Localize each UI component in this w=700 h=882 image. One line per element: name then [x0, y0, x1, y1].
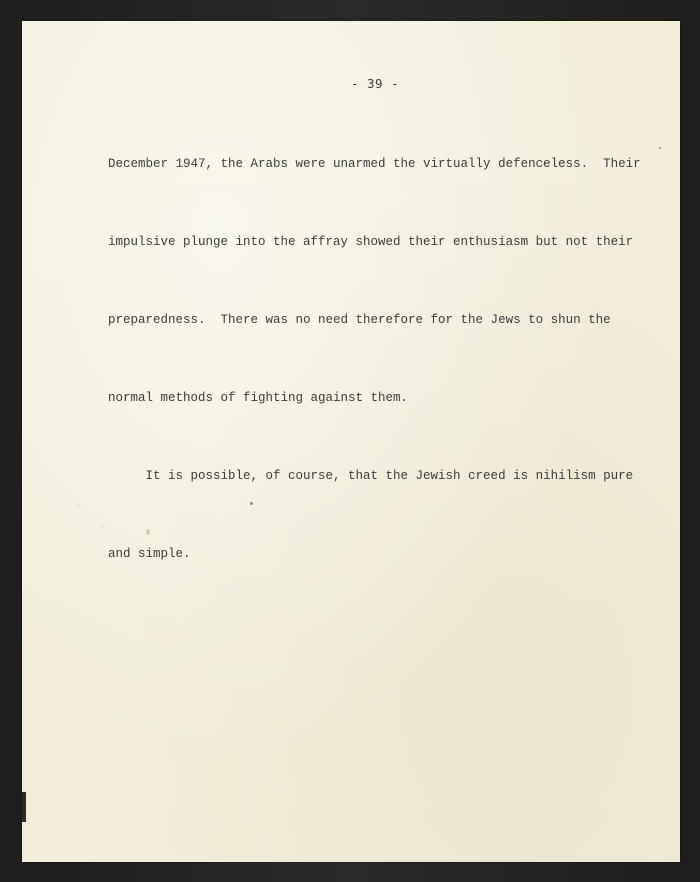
text-line: preparedness. There was no need therefore for the Jews to shun the	[108, 313, 611, 327]
paper-speck	[659, 147, 661, 149]
paper-speck	[146, 529, 150, 535]
paper-speck	[102, 526, 103, 527]
page-number: - 39 -	[350, 76, 400, 91]
text-line: It is possible, of course, that the Jewish creed is nihilism pure	[108, 469, 634, 483]
document-page	[22, 21, 680, 862]
paper-speck	[78, 505, 79, 506]
paper-speck	[250, 502, 253, 505]
body-text	[108, 99, 668, 619]
text-line: impulsive plunge into the affray showed their enthusiasm but not their	[108, 235, 634, 249]
paper-edge-tear	[22, 792, 26, 822]
text-line: and simple.	[108, 547, 191, 561]
text-line: December 1947, the Arabs were unarmed the virtually defenceless. Their	[108, 157, 641, 171]
text-line: normal methods of fighting against them.	[108, 391, 409, 405]
